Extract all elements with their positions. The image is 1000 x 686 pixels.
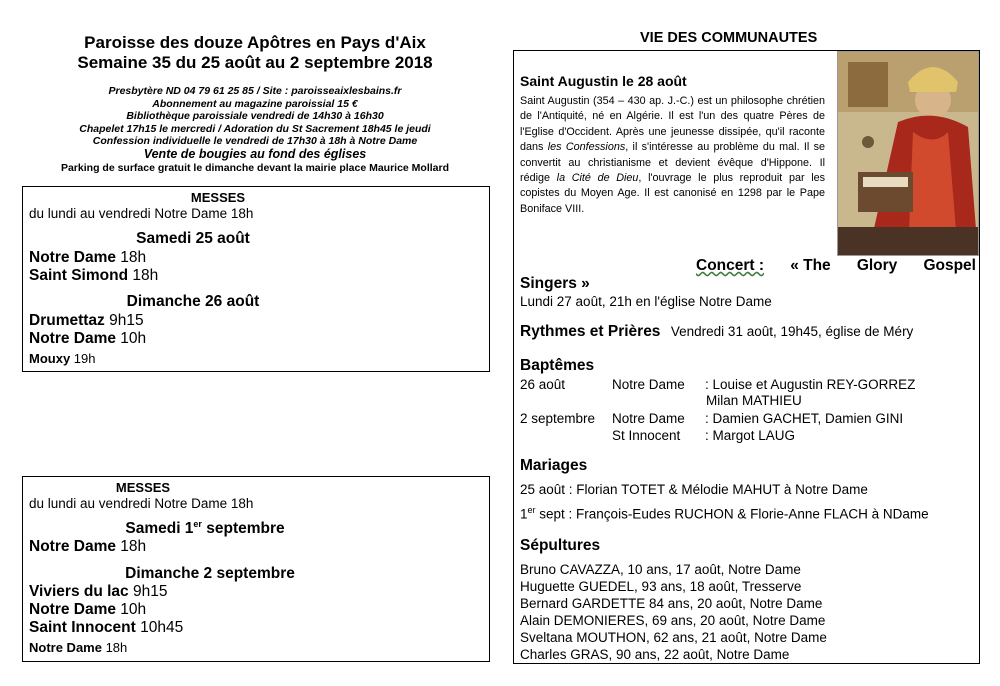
augustin-title: Saint Augustin le 28 août bbox=[520, 73, 687, 89]
sepulture-row: Sveltana MOUTHON, 62 ans, 21 août, Notre Dame bbox=[520, 630, 827, 645]
day-heading: Samedi 1er septembre bbox=[125, 519, 285, 538]
mass-entry: Notre Dame 18h bbox=[29, 640, 128, 655]
info-line: Abonnement au magazine paroissial 15 € bbox=[152, 97, 358, 110]
augustin-text: Saint Augustin (354 – 430 ap. J.-C.) est un philosophe chrétien de l'Antiquité, né en Algérie. Il est l'un des quatre Pères de l'Eglise d'Occident. Après une jeunesse dissipée, qu'il raconte dans les Confessions, il s'intéresse au problème du mal. Il se convertit au christianisme et devient évêque d'Hippone. Il rédige la Cité de Dieu, l'ouvrage le plus reproduit par les copistes du Moyen Age. Il est canonisé en 1298 par le Pape Boniface VIII. bbox=[520, 95, 825, 215]
mass-entry: Notre Dame 18h bbox=[29, 249, 147, 266]
mass-entry: Viviers du lac 9h15 bbox=[29, 583, 168, 600]
mass-entry: Notre Dame 10h bbox=[29, 601, 147, 618]
portrait-art bbox=[838, 52, 978, 255]
sepultures-heading: Sépultures bbox=[520, 537, 601, 554]
messes-heading: MESSES bbox=[190, 190, 246, 205]
bapteme-row: 26 août Notre Dame : Louise et Augustin REY-GORREZ bbox=[520, 377, 916, 392]
sepulture-row: Bruno CAVAZZA, 10 ans, 17 août, Notre Dame bbox=[520, 562, 801, 577]
baptemes-heading: Baptêmes bbox=[520, 357, 595, 374]
mass-entry: Notre Dame 10h bbox=[29, 330, 147, 347]
vie-box bbox=[513, 50, 980, 664]
info-line: Confession individuelle le vendredi de 17h30 à 18h à Notre Dame bbox=[92, 135, 418, 147]
day-heading: Dimanche 26 août bbox=[126, 293, 260, 310]
day-heading: Dimanche 2 septembre bbox=[125, 565, 295, 582]
mariage-row: 25 août : Florian TOTET & Mélodie MAHUT à Notre Dame bbox=[520, 482, 868, 497]
messes-box-2 bbox=[22, 476, 490, 662]
concert-line: Concert : « The Glory Gospel bbox=[696, 257, 976, 274]
sepulture-row: Charles GRAS, 90 ans, 22 août, Notre Dame bbox=[520, 647, 790, 662]
mariages-heading: Mariages bbox=[520, 457, 588, 474]
mariage-row: 1er sept : François-Eudes RUCHON & Florie-Anne FLACH à NDame bbox=[520, 505, 929, 522]
sepulture-row: Bernard GARDETTE 84 ans, 20 août, Notre Dame bbox=[520, 596, 823, 611]
info-line: Presbytère ND 04 79 61 25 85 / Site : paroisseaixlesbains.fr bbox=[108, 85, 402, 97]
messes-heading: MESSES bbox=[115, 480, 171, 495]
concert-detail: Lundi 27 août, 21h en l'église Notre Dame bbox=[520, 294, 772, 309]
mass-entry: Drumettaz 9h15 bbox=[29, 312, 144, 329]
mass-entry: Mouxy 19h bbox=[29, 351, 96, 366]
mass-entry: Saint Simond 18h bbox=[29, 267, 159, 284]
bapteme-row: St Innocent : Margot LAUG bbox=[612, 428, 796, 443]
sepulture-row: Alain DEMONIERES, 69 ans, 20 août, Notre Dame bbox=[520, 613, 826, 628]
weekday-schedule: du lundi au vendredi Notre Dame 18h bbox=[29, 496, 254, 511]
candles-note: Vente de bougies au fond des églises bbox=[143, 147, 367, 161]
sepultures-list bbox=[520, 561, 827, 663]
bapteme-row: Milan MATHIEU bbox=[706, 393, 802, 408]
rythmes-line: Rythmes et Prières Vendredi 31 août, 19h45, église de Méry bbox=[520, 323, 914, 340]
concert-title-end: Singers » bbox=[520, 275, 590, 292]
info-line: Chapelet 17h15 le mercredi / Adoration du St Sacrement 18h45 le jeudi bbox=[79, 122, 431, 135]
messes-box-1 bbox=[22, 186, 490, 372]
info-block bbox=[20, 85, 490, 148]
parking-note: Parking de surface gratuit le dimanche devant la mairie place Maurice Mollard bbox=[60, 162, 450, 174]
saint-augustin-portrait bbox=[837, 51, 979, 256]
info-line: Bibliothèque paroissiale vendredi de 14h30 à 16h30 bbox=[126, 110, 384, 122]
mass-entry: Saint Innocent 10h45 bbox=[29, 619, 184, 636]
mass-entry: Notre Dame 18h bbox=[29, 538, 147, 555]
bapteme-row: 2 septembre Notre Dame : Damien GACHET, Damien GINI bbox=[520, 411, 904, 426]
day-heading: Samedi 25 août bbox=[136, 230, 250, 247]
concert-label: Concert : bbox=[696, 257, 765, 274]
vie-heading: VIE DES COMMUNAUTES bbox=[640, 30, 818, 46]
weekday-schedule: du lundi au vendredi Notre Dame 18h bbox=[29, 206, 254, 221]
page-title: Paroisse des douze Apôtres en Pays d'Aix bbox=[84, 33, 426, 52]
page-subtitle: Semaine 35 du 25 août au 2 septembre 2018 bbox=[77, 53, 433, 72]
sepulture-row: Huguette GUEDEL, 93 ans, 18 août, Tresserve bbox=[520, 579, 802, 594]
